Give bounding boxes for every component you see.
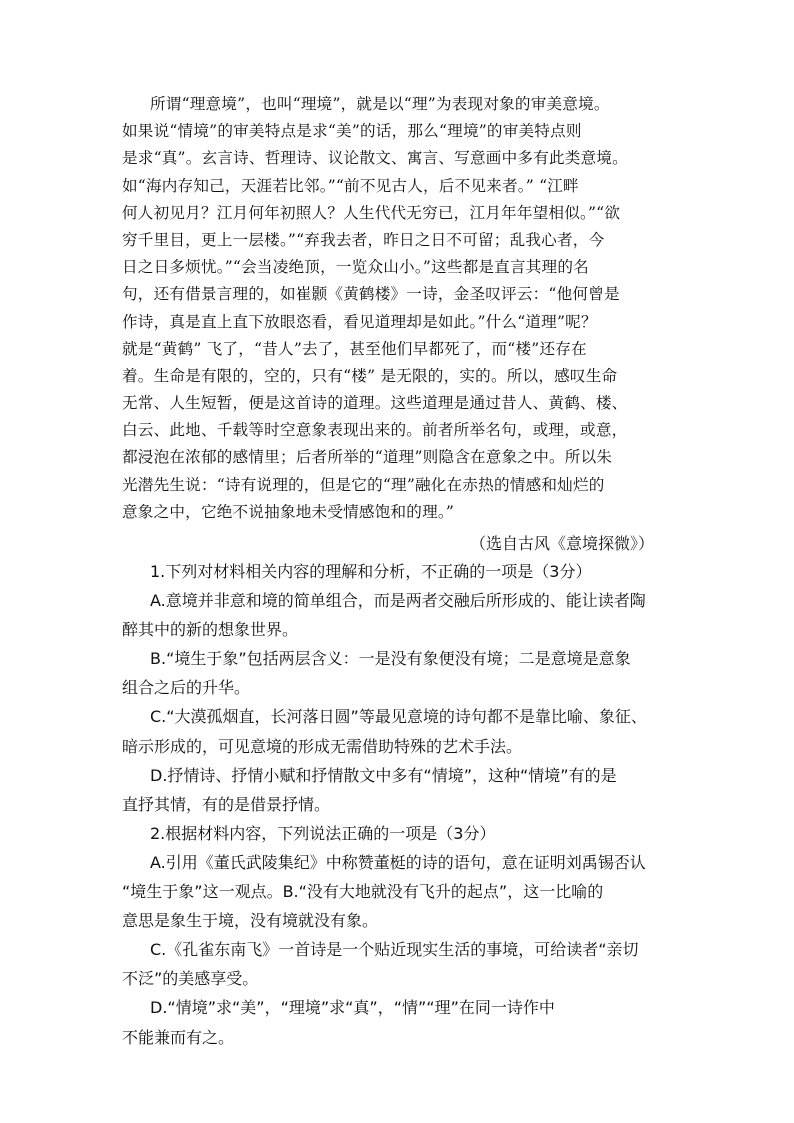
passage-line: 句，还有借景言理的，如崔颢《黄鹤楼》一诗，金圣叹评云：“他何曾是 [122,285,620,304]
passage-line: 如果说“情境”的审美特点是求“美”的话，那么“理境”的审美特点则 [122,122,582,141]
passage-line: 作诗，真是直上直下放眼恣看，看见道理却是如此。”什么“道理”呢？ [122,312,597,331]
passage-line: 日之日多烦忧。”“会当凌绝顶，一览众山小。”这些都是直言其理的名 [122,258,589,277]
passage-line: 着。生命是有限的，空的，只有“楼” 是无限的，实的。所以，感叹生命 [122,366,618,385]
question-line: C.《孔雀东南飞》一首诗是一个贴近现实生活的事境，可给读者“亲切 [150,940,639,960]
question-section [122,557,682,1052]
question-line: 直抒其情，有的是借景抒情。 [122,794,331,814]
passage-line: 光潜先生说：“诗有说理的，但是它的“理”融化在赤热的情感和灿烂的 [122,475,605,494]
question-line: 1.下列对材料相关内容的理解和分析，不正确的一项是（3分） [150,562,592,581]
question-line: A.意境并非意和境的简单组合，而是两者交融后所形成的、能让读者陶 [150,591,646,611]
passage-line: 如“海内存知己，天涯若比邻。”“前不见古人，后不见来者。” “江畔 [122,176,579,195]
passage-line: 无常、人生短暂，便是这首诗的道理。这些道理是通过昔人、黄鹤、楼、 [122,394,628,413]
question-line: A.引用《董氏武陵集纪》中称赞董梃的诗的语句，意在证明刘禹锡否认 [150,852,646,872]
question-line: 醉其中的新的想象世界。 [122,620,299,640]
question-line: “境生于象”这一观点。B.“没有大地就没有飞升的起点”，这一比喻的 [122,882,604,902]
passage-line: 穷千里目，更上一层楼。”“弃我去者，昨日之日不可留；乱我心者，今 [122,230,605,249]
passage-line: 白云、此地、千载等时空意象表现出来的。前者所举名句，或理，或意， [122,421,628,440]
source-citation: （选自古风《意境探微》） [470,534,655,553]
passage-line: 是求“真”。玄言诗、哲理诗、议论散文、寓言、写意画中多有此类意境。 [122,149,628,168]
question-line: D.抒情诗、抒情小赋和抒情散文中多有“情境”，这种“情境”有的是 [150,765,617,785]
passage-line: 就是“黄鹤” 飞了，“昔人”去了，甚至他们早都死了，而“楼”还存在 [122,339,587,358]
question-line: 意思是象生于境，没有境就没有象。 [122,911,379,931]
passage-line: 意象之中，它绝不说抽象地未受情感饱和的理。” [122,502,455,521]
reading-passage [122,91,682,526]
question-line: 不能兼而有之。 [122,1027,235,1047]
question-line: 不泛”的美感享受。 [122,969,259,989]
question-line: D.“情境”求“美”，“理境”求“真”，“情”“理”在同一诗作中 [150,998,555,1018]
passage-line: 所谓“理意境”，也叫“理境”，就是以“理”为表现对象的审美意境。 [150,95,610,113]
question-line: 2.根据材料内容，下列说法正确的一项是（3分） [150,823,496,843]
passage-line: 何人初见月？江月何年初照人？人生代代无穷已，江月年年望相似。”“欲 [122,203,621,222]
question-line: 暗示形成的，可见意境的形成无需借助特殊的艺术手法。 [122,736,523,756]
question-line: 组合之后的升华。 [122,678,251,698]
passage-line: 都浸泡在浓郁的感情里；后者所举的“道理”则隐含在意象之中。所以朱 [122,448,613,467]
question-line: C.“大漠孤烟直，长河落日圆”等最见意境的诗句都不是靠比喻、象征、 [150,707,647,727]
question-line: B.“境生于象”包括两层含义：一是没有象便没有境；二是意境是意象 [150,649,631,669]
